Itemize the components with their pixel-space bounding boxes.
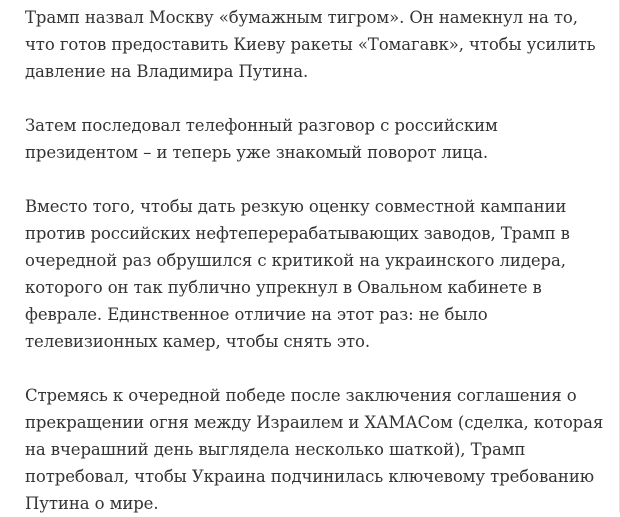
text-line: Путина о мире. [25,494,159,513]
text-line: что готов предоставить Киеву ракеты «Томагавк», чтобы усилить [25,35,596,54]
text-line: телевизионных камер, чтобы снять это. [25,332,370,351]
paragraph-3 [25,193,610,355]
text-line: Вместо того, чтобы дать резкую оценку совместной кампании [25,197,567,216]
text-line: Трамп назвал Москву «бумажным тигром». Он намекнул на то, [25,8,578,27]
text-line: Стремясь к очередной победе после заключения соглашения о [25,386,577,405]
paragraph-4 [25,382,610,517]
text-line: Затем последовал телефонный разговор с российским [25,116,498,135]
paragraph-1 [25,4,610,85]
paragraph-2 [25,112,610,166]
text-line: очередной раз обрушился с критикой на украинского лидера, [25,251,566,270]
text-line: против российских нефтеперерабатывающих заводов, Трамп в [25,224,570,243]
text-line: на вчерашний день выглядела несколько шаткой), Трамп [25,440,526,459]
text-line: давление на Владимира Путина. [25,62,309,81]
text-line: президентом – и теперь уже знакомый поворот лица. [25,143,489,162]
text-line: феврале. Единственное отличие на этот раз: не было [25,305,488,324]
text-line: которого он так публично упрекнул в Овальном кабинете в [25,278,542,297]
text-line: потребовал, чтобы Украина подчинилась ключевому требованию [25,467,594,486]
text-line: прекращении огня между Израилем и ХАМАСом (сделка, которая [25,413,604,432]
article-body [25,4,610,517]
